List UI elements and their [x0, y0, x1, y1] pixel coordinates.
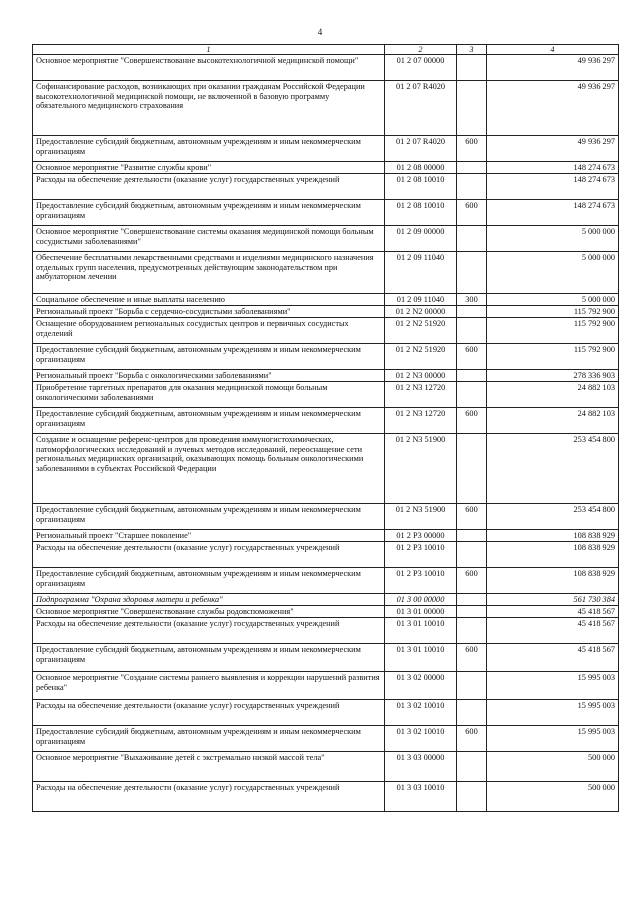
row-vr-cell: 600 — [457, 344, 487, 370]
row-amount-cell: 148 274 673 — [487, 200, 619, 226]
row-name-cell: Создание и оснащение референс-центров для проведения иммуногистохимических, патоморфологических исследований и лучевых методов исследований, переоснащение сети региональных медицинских организаций, оказывающих помощь больным онкологическими заболеваниями в субъектах Российской Федерации — [33, 434, 385, 504]
row-amount-cell: 115 792 900 — [487, 306, 619, 318]
table-row — [33, 618, 619, 644]
row-name-cell: Предоставление субсидий бюджетным, автономным учреждениям и иным некоммерческим организациям — [33, 726, 385, 752]
row-amount-cell: 253 454 800 — [487, 434, 619, 504]
row-code-cell: 01 2 07 R4020 — [385, 81, 457, 136]
row-name-cell: Основное мероприятие "Совершенствование высокотехнологичной медицинской помощи" — [33, 55, 385, 81]
row-vr-cell — [457, 252, 487, 294]
row-name-cell: Предоставление субсидий бюджетным, автономным учреждениям и иным некоммерческим организациям — [33, 136, 385, 162]
row-amount-cell: 45 418 567 — [487, 644, 619, 672]
row-name-cell: Основное мероприятие "Создание системы раннего выявления и коррекции нарушений развития ребенка" — [33, 672, 385, 700]
row-vr-cell — [457, 162, 487, 174]
table-row — [33, 672, 619, 700]
row-name-cell: Расходы на обеспечение деятельности (оказание услуг) государственных учреждений — [33, 782, 385, 812]
row-name-cell: Предоставление субсидий бюджетным, автономным учреждениям и иным некоммерческим организациям — [33, 344, 385, 370]
row-name-cell: Предоставление субсидий бюджетным, автономным учреждениям и иным некоммерческим организациям — [33, 644, 385, 672]
row-vr-cell — [457, 782, 487, 812]
row-vr-cell — [457, 672, 487, 700]
row-amount-cell: 49 936 297 — [487, 136, 619, 162]
row-amount-cell: 115 792 900 — [487, 318, 619, 344]
row-code-cell: 01 2 N2 51920 — [385, 344, 457, 370]
row-code-cell: 01 2 N3 12720 — [385, 382, 457, 408]
table-row — [33, 136, 619, 162]
table-row — [33, 606, 619, 618]
table-body — [33, 55, 619, 812]
row-name-cell: Приобретение таргетных препаратов для оказания медицинской помощи больным онкологическими заболеваниями — [33, 382, 385, 408]
row-code-cell: 01 3 01 00000 — [385, 606, 457, 618]
table-row — [33, 504, 619, 530]
table-row — [33, 252, 619, 294]
row-code-cell: 01 2 P3 10010 — [385, 542, 457, 568]
row-vr-cell — [457, 530, 487, 542]
row-vr-cell — [457, 226, 487, 252]
column-header-amount: 4 — [487, 45, 619, 55]
row-code-cell: 01 3 03 00000 — [385, 752, 457, 782]
row-vr-cell — [457, 174, 487, 200]
row-name-cell: Расходы на обеспечение деятельности (оказание услуг) государственных учреждений — [33, 618, 385, 644]
table-row — [33, 226, 619, 252]
row-amount-cell: 500 000 — [487, 752, 619, 782]
row-name-cell: Подпрограмма "Охрана здоровья матери и ребенка" — [33, 594, 385, 606]
row-amount-cell: 148 274 673 — [487, 162, 619, 174]
row-vr-cell — [457, 594, 487, 606]
row-code-cell: 01 3 02 00000 — [385, 672, 457, 700]
row-vr-cell — [457, 370, 487, 382]
row-name-cell: Предоставление субсидий бюджетным, автономным учреждениям и иным некоммерческим организациям — [33, 200, 385, 226]
table-row — [33, 294, 619, 306]
table-row — [33, 55, 619, 81]
table-row — [33, 408, 619, 434]
row-code-cell: 01 2 N3 51900 — [385, 504, 457, 530]
row-code-cell: 01 2 08 10010 — [385, 174, 457, 200]
row-vr-cell: 600 — [457, 726, 487, 752]
table-row — [33, 434, 619, 504]
row-code-cell: 01 2 09 11040 — [385, 294, 457, 306]
table-row — [33, 200, 619, 226]
table-row — [33, 782, 619, 812]
row-vr-cell: 600 — [457, 504, 487, 530]
row-code-cell: 01 2 N3 12720 — [385, 408, 457, 434]
row-amount-cell: 148 274 673 — [487, 174, 619, 200]
row-amount-cell: 15 995 003 — [487, 726, 619, 752]
table-row — [33, 382, 619, 408]
row-amount-cell: 108 838 929 — [487, 542, 619, 568]
table-row — [33, 726, 619, 752]
row-amount-cell: 49 936 297 — [487, 55, 619, 81]
row-amount-cell: 24 882 103 — [487, 382, 619, 408]
row-name-cell: Основное мероприятие "Совершенствование системы оказания медицинской помощи больным сосудистыми заболеваниями" — [33, 226, 385, 252]
row-name-cell: Расходы на обеспечение деятельности (оказание услуг) государственных учреждений — [33, 700, 385, 726]
row-code-cell: 01 3 03 10010 — [385, 782, 457, 812]
row-amount-cell: 24 882 103 — [487, 408, 619, 434]
row-code-cell: 01 3 01 10010 — [385, 644, 457, 672]
row-vr-cell: 600 — [457, 136, 487, 162]
table-row — [33, 81, 619, 136]
row-vr-cell — [457, 382, 487, 408]
row-code-cell: 01 3 01 10010 — [385, 618, 457, 644]
page-number: 4 — [317, 27, 323, 37]
row-code-cell: 01 2 07 R4020 — [385, 136, 457, 162]
row-vr-cell: 600 — [457, 568, 487, 594]
row-vr-cell: 600 — [457, 408, 487, 434]
table-row — [33, 568, 619, 594]
row-amount-cell: 561 730 384 — [487, 594, 619, 606]
row-code-cell: 01 2 08 00000 — [385, 162, 457, 174]
row-vr-cell — [457, 306, 487, 318]
row-code-cell: 01 3 02 10010 — [385, 726, 457, 752]
row-name-cell: Расходы на обеспечение деятельности (оказание услуг) государственных учреждений — [33, 174, 385, 200]
row-name-cell: Региональный проект "Старшее поколение" — [33, 530, 385, 542]
row-name-cell: Обеспечение бесплатными лекарственными средствами и изделиями медицинского назначения отдельных групп населения, предусмотренных действующим законодательством при амбулаторном лечении — [33, 252, 385, 294]
row-name-cell: Расходы на обеспечение деятельности (оказание услуг) государственных учреждений — [33, 542, 385, 568]
table-row — [33, 542, 619, 568]
row-name-cell: Региональный проект "Борьба с онкологическими заболеваниями" — [33, 370, 385, 382]
table-row — [33, 752, 619, 782]
row-amount-cell: 115 792 900 — [487, 344, 619, 370]
row-name-cell: Оснащение оборудованием региональных сосудистых центров и первичных сосудистых отделений — [33, 318, 385, 344]
row-amount-cell: 5 000 000 — [487, 294, 619, 306]
row-amount-cell: 5 000 000 — [487, 252, 619, 294]
row-name-cell: Предоставление субсидий бюджетным, автономным учреждениям и иным некоммерческим организациям — [33, 568, 385, 594]
column-header-vr: 3 — [457, 45, 487, 55]
row-name-cell: Основное мероприятие "Развитие службы крови" — [33, 162, 385, 174]
row-vr-cell: 600 — [457, 644, 487, 672]
table-row — [33, 162, 619, 174]
row-amount-cell: 49 936 297 — [487, 81, 619, 136]
table-row — [33, 344, 619, 370]
row-amount-cell: 5 000 000 — [487, 226, 619, 252]
row-amount-cell: 108 838 929 — [487, 530, 619, 542]
row-code-cell: 01 2 N2 51920 — [385, 318, 457, 344]
table-row — [33, 644, 619, 672]
row-vr-cell — [457, 318, 487, 344]
row-vr-cell — [457, 606, 487, 618]
column-header-name: 1 — [33, 45, 385, 55]
row-amount-cell: 15 995 003 — [487, 672, 619, 700]
row-name-cell: Предоставление субсидий бюджетным, автономным учреждениям и иным некоммерческим организациям — [33, 408, 385, 434]
row-code-cell: 01 2 09 11040 — [385, 252, 457, 294]
row-code-cell: 01 2 07 00000 — [385, 55, 457, 81]
row-amount-cell: 500 000 — [487, 782, 619, 812]
row-name-cell: Региональный проект "Борьба с сердечно-сосудистыми заболеваниями" — [33, 306, 385, 318]
row-vr-cell — [457, 81, 487, 136]
row-code-cell: 01 2 P3 10010 — [385, 568, 457, 594]
table-row — [33, 306, 619, 318]
row-code-cell: 01 2 P3 00000 — [385, 530, 457, 542]
table-row — [33, 318, 619, 344]
row-code-cell: 01 2 N3 51900 — [385, 434, 457, 504]
row-code-cell: 01 2 N2 00000 — [385, 306, 457, 318]
table-header-row — [33, 45, 619, 55]
row-amount-cell: 15 995 003 — [487, 700, 619, 726]
row-code-cell: 01 2 N3 00000 — [385, 370, 457, 382]
row-name-cell: Предоставление субсидий бюджетным, автономным учреждениям и иным некоммерческим организациям — [33, 504, 385, 530]
row-amount-cell: 253 454 800 — [487, 504, 619, 530]
row-code-cell: 01 2 09 00000 — [385, 226, 457, 252]
row-name-cell: Основное мероприятие "Совершенствование службы родовспоможения" — [33, 606, 385, 618]
row-name-cell: Социальное обеспечение и иные выплаты населению — [33, 294, 385, 306]
row-vr-cell — [457, 618, 487, 644]
budget-table — [32, 44, 619, 812]
row-vr-cell — [457, 700, 487, 726]
table-row — [33, 174, 619, 200]
table-row — [33, 370, 619, 382]
row-vr-cell — [457, 752, 487, 782]
table-row — [33, 594, 619, 606]
row-vr-cell: 300 — [457, 294, 487, 306]
table-row — [33, 530, 619, 542]
row-amount-cell: 278 336 903 — [487, 370, 619, 382]
row-amount-cell: 45 418 567 — [487, 606, 619, 618]
row-amount-cell: 108 838 929 — [487, 568, 619, 594]
row-vr-cell — [457, 542, 487, 568]
row-vr-cell — [457, 434, 487, 504]
row-name-cell: Основное мероприятие "Выхаживание детей с экстремально низкой массой тела" — [33, 752, 385, 782]
row-code-cell: 01 2 08 10010 — [385, 200, 457, 226]
row-code-cell: 01 3 02 10010 — [385, 700, 457, 726]
table-row — [33, 700, 619, 726]
row-vr-cell: 600 — [457, 200, 487, 226]
row-amount-cell: 45 418 567 — [487, 618, 619, 644]
row-code-cell: 01 3 00 00000 — [385, 594, 457, 606]
column-header-code: 2 — [385, 45, 457, 55]
row-vr-cell — [457, 55, 487, 81]
row-name-cell: Софинансирование расходов, возникающих при оказании гражданам Российской Федерации высокотехнологичной медицинской помощи, не включенной в базовую программу обязательного медицинского страхования — [33, 81, 385, 136]
